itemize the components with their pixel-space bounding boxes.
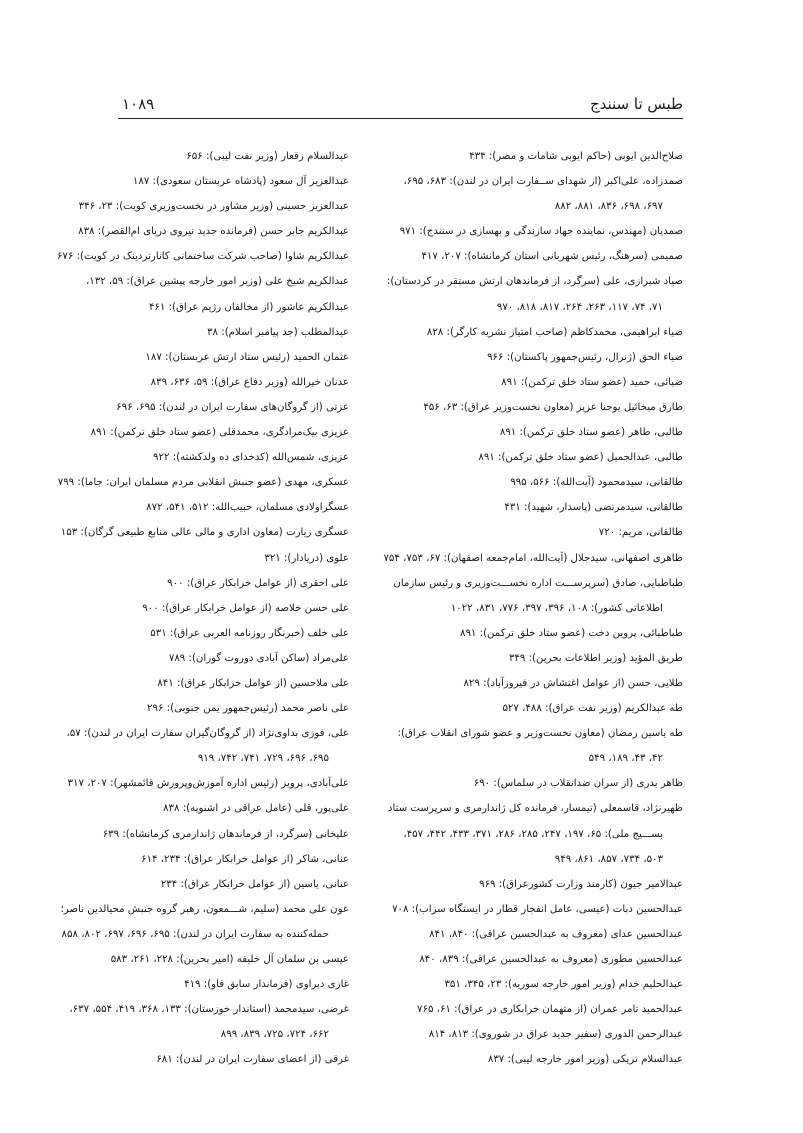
index-entry: صلاح‌الدین ایوبی (حاکم ایوبی شامات و مصر): ۴۳۴ bbox=[469, 151, 683, 162]
index-entry: صیاد شیرازی، علی (سرگرد، از فرماندهان ارتش مستقر در کردستان): bbox=[386, 276, 683, 288]
index-entry: عبدالعزیز آل سعود (پادشاه عربستان سعودی): ۱۸۷ bbox=[132, 176, 349, 188]
index-entry: ظاهر بدری (از سران ضدانقلاب در سلماس): ۶۹۰ bbox=[473, 778, 683, 790]
index-entry-continuation: بســـیج ملی): ۶۵، ۱۹۷، ۲۴۷، ۲۸۵، ۲۸۶، ۳۷۱، ۴۳۳، ۴۴۲، ۴۵۷، bbox=[403, 828, 663, 840]
index-entry: طارق میخائیل یوحنا عزیز (معاون نخست‌وزیر عراق): ۶۳، ۴۵۶ bbox=[423, 401, 683, 413]
index-entry: عزیزی، شمس‌الله (کدخدای ده ولدکشته): ۹۲۲ bbox=[153, 452, 349, 464]
index-entry: عیسی بن سلمان آل خلیفه (امیر بحرین): ۲۲۸، ۲۶۱، ۵۸۳ bbox=[110, 954, 349, 965]
index-entry: عبدالکریم عاشور (از مخالفان رژیم عراق): ۴۶۱ bbox=[148, 301, 349, 313]
index-entry: علی احقری (از عوامل خرابکار عراق): ۹۰۰ bbox=[167, 577, 349, 589]
index-entry: علی، فوزی بداوی‌نژاد (از گروگان‌گیران سفارت ایران در لندن): ۵۷، bbox=[66, 728, 349, 740]
index-entry: عبدالحسین دبات (عیسی، عامل انفجار قطار در ایستگاه سزاب): ۷۰۸ bbox=[392, 903, 683, 915]
index-entry: عبدالکریم شیخ علی (وزیر امور خارجه پیشین عراق): ۵۹، ۱۳۲، bbox=[85, 276, 349, 288]
index-entry: عنانی، یاسین (از عوامل خرابکار عراق): ۲۳۴ bbox=[160, 878, 349, 890]
index-entry: عبدالامیر جیون (کارمند وزارت کشورعراق): ۹۶۹ bbox=[479, 878, 683, 890]
index-entry: عبدالحسین عدای (معروف به عبدالحسین عراقی): ۸۴۰، ۸۴۱ bbox=[429, 928, 683, 940]
index-entry: عبدالعزیز حسینی (وزیر مشاور در نخست‌وزیری کویت): ۲۳، ۳۴۶ bbox=[78, 201, 349, 213]
index-entry: عبدالحمید تامر عمران (از متهمان خرابکاری در عراق): ۶۱، ۷۶۵ bbox=[417, 1004, 683, 1016]
index-entry: صمدیان (مهندس، نماینده جهاد سازندگی و بهسازی در سنندج): ۹۷۱ bbox=[399, 226, 683, 238]
index-entry: عبدالرحمن الدوری (سفیر جدید عراق در شوروی): ۸۱۳، ۸۱۴ bbox=[428, 1029, 683, 1041]
index-entry: ضیاء الحق (ژنرال، رئیس‌جمهور پاکستان): ۹۶۶ bbox=[487, 351, 683, 363]
index-entry: طالقانی، مریم: ۷۲۰ bbox=[598, 527, 683, 539]
index-entry-continuation: ۶۶۲، ۷۲۴، ۷۲۵، ۸۳۹، ۸۹۹ bbox=[220, 1029, 329, 1041]
index-entry: علی‌مراد (ساکن آبادی دوروت گوران): ۷۸۹ bbox=[168, 652, 349, 664]
index-entry: ظهیرنژاد، قاسمعلی (تیمسار، فرمانده کل ژاندارمری و سرپرست ستاد bbox=[387, 803, 683, 815]
index-entry: طلایی، حسن (از عوامل اغتشاش در فیروزآباد): ۸۲۹ bbox=[463, 677, 683, 689]
index-entry-continuation: ۶۹۵، ۶۹۶، ۷۲۹، ۷۴۱، ۷۴۲، ۹۱۹ bbox=[197, 753, 329, 765]
index-entry-continuation: حمله‌کننده به سفارت ایران در لندن): ۶۹۵، ۶۹۶، ۶۹۷، ۸۰۲، ۸۵۸ bbox=[61, 928, 329, 940]
index-entry: طالقانی، سیدمرتضی (پاسدار، شهید): ۴۳۱ bbox=[504, 502, 683, 514]
index-entry: علی‌پور، قلی (عامل عراقی در اشنویه): ۸۳۸ bbox=[163, 803, 349, 815]
index-entry: عسکری، مهدی (عضو جنبش انقلابی مردم مسلمان ایران: جاما): ۷۹۹ bbox=[57, 477, 349, 489]
index-entry: طاهری اصفهانی، سیدجلال (آیت‌الله، امام‌جمعه اصفهان): ۶۷، ۷۵۳، ۷۵۴ bbox=[383, 552, 683, 564]
index-entry: عبدالمطلب (جد پیامبر اسلام): ۳۸ bbox=[207, 326, 349, 338]
index-entry: عون علی محمد (سلیم، شـــمعون، رهبر گروه جنبش محیالدین ناصر؛ bbox=[60, 903, 349, 915]
index-entry: عثمان الحمید (رئیس ستاد ارتش عربستان): ۱۸۷ bbox=[145, 351, 349, 363]
index-entry: طباطبائی، پروین دخت (عضو ستاد خلق ترکمن): ۸۹۱ bbox=[459, 627, 683, 639]
header-divider bbox=[118, 118, 683, 119]
index-entry: طه یاسین رمضان (معاون نخست‌وزیر و عضو شورای انقلاب عراق): bbox=[397, 728, 683, 740]
index-entry: طالبی، طاهر (عضو ستاد خلق ترکمن): ۸۹۱ bbox=[499, 427, 683, 439]
index-entry: ضیاء ابراهیمی، محمدکاظم (صاحب امتیاز نشریه کارگر): ۸۲۸ bbox=[426, 326, 683, 338]
index-entry: عبدالکریم شاوا (صاحب شرکت ساختمانی کانارتردینک در کویت): ۶۷۶ bbox=[56, 251, 349, 263]
index-entry: طریق المؤید (وزیر اطلاعات بحرین): ۳۴۹ bbox=[508, 652, 683, 664]
index-entry: عبدالحلیم خدام (وزیر امور خارجه سوریه): ۲۳، ۳۴۵، ۳۵۱ bbox=[444, 979, 683, 991]
index-entry: علی‌آبادی، پرویز (رئیس اداره آموزش‌وپرورش قائمشهر): ۲۰۷، ۳۱۷ bbox=[67, 778, 349, 790]
index-column-left bbox=[56, 144, 349, 1072]
index-entry: ضیائی، حمید (عضو ستاد خلق ترکمن): ۸۹۱ bbox=[501, 376, 683, 388]
index-entry-continuation: ۵۰۳، ۷۳۴، ۸۵۷، ۸۶۱، ۹۴۹ bbox=[554, 853, 663, 865]
index-entry-continuation: ۶۹۷، ۶۹۸، ۸۳۶، ۸۸۱، ۸۸۲ bbox=[554, 201, 663, 213]
index-entry: طالقانی، سیدمحمود (آیت‌الله): ۵۶۶، ۹۹۵ bbox=[510, 477, 683, 489]
index-entry: عبدالکریم جابر حسن (فرمانده جدید نیروی دریای ام‌القصر): ۸۳۸ bbox=[78, 226, 349, 238]
index-entry: طالبی، عبدالجمیل (عضو ستاد خلق ترکمن): ۸۹۱ bbox=[478, 452, 683, 464]
index-entry: طباطبایی، صادق (سرپرســـت اداره نخســـت‌وزیری و رئیس سازمان bbox=[393, 577, 683, 589]
index-entry-continuation: ۴۲، ۴۳، ۱۸۹، ۵۴۹ bbox=[588, 753, 663, 765]
index-entry: علوی (دریادار): ۳۲۱ bbox=[264, 552, 349, 564]
index-entry: عبدالحسین مطوری (معروف به عبدالحسین عراقی): ۸۳۹، ۸۴۰ bbox=[419, 954, 683, 965]
index-entry: علی ناصر محمد (رئیس‌جمهور یمن جنوبی): ۲۹۶ bbox=[147, 703, 349, 715]
index-entry: علی خلف (خبرنگار روزنامه العربی عراق): ۵۳۱ bbox=[150, 627, 349, 639]
running-header-title: طبس تا سنندج bbox=[589, 95, 683, 113]
index-entry: طه عبدالکریم (وزیر نفت عراق): ۴۸۸، ۵۲۷ bbox=[502, 703, 683, 715]
index-entry: عسگری زیارت (معاون اداری و مالی عالی منابع طبیعی گرگان): ۱۵۳ bbox=[60, 527, 349, 539]
index-entry: علی ملاحسین (از عوامل خرابکار عراق): ۸۴۱ bbox=[157, 677, 349, 689]
index-entry: صمیمی (سرهنگ، رئیس شهربانی استان کرمانشاه): ۲۰۷، ۴۱۷ bbox=[421, 251, 683, 263]
page-number: ۱۰۸۹ bbox=[122, 95, 155, 113]
index-entry: عسگراولادی مسلمان، حبیب‌الله: ۵۱۲، ۵۴۱، ۸۷۲ bbox=[146, 502, 349, 514]
index-entry: عدنان خیرالله (وزیر دفاع عراق): ۵۹، ۶۳۶، ۸۳۹ bbox=[150, 376, 349, 388]
index-entry-continuation: ۷۱، ۷۴، ۱۱۷، ۲۶۳، ۲۶۴، ۸۱۷، ۸۱۸، ۹۷۰ bbox=[496, 301, 663, 313]
index-entry: عزیزی بیک‌مرادگری، محمدقلی (عضو ستاد خلق ترکمن): ۸۹۱ bbox=[90, 427, 349, 439]
index-entry: عزتی (از گروگان‌های سفارت ایران در لندن): ۶۹۵، ۶۹۶ bbox=[116, 401, 349, 413]
index-column-right bbox=[365, 144, 683, 1072]
index-entry: عنانی، شاکر (از عوامل خرابکار عراق): ۲۳۴، ۶۱۴ bbox=[141, 853, 349, 865]
index-entry: غرضی، سیدمحمد (استاندار خوزستان): ۱۳۳، ۳۶۸، ۴۱۹، ۵۵۴، ۶۳۷، bbox=[69, 1004, 349, 1016]
index-entry: علی حسن خلاصه (از عوامل خرابکار عراق): ۹۰۰ bbox=[142, 602, 349, 614]
index-entry-continuation: اطلاعاتی کشور): ۱۰۸، ۳۹۶، ۳۹۷، ۷۷۶، ۸۳۱، ۱۰۲۲ bbox=[450, 602, 663, 614]
index-entry: علیخانی (سرگرد، از فرماندهان ژاندارمری کرمانشاه): ۶۳۹ bbox=[102, 828, 349, 840]
index-entry: عبدالسلام زقعار (وزیر نفت لیبی): ۶۵۶ bbox=[186, 151, 349, 162]
index-entry: عبدالسلام تریکی (وزیر امور خارجه لیبی): ۸۳۷ bbox=[487, 1054, 683, 1066]
index-entry: غرقی (از اعضای سفارت ایران در لندن): ۶۸۱ bbox=[156, 1054, 349, 1066]
index-entry: صمدزاده، علی‌اکبر (از شهدای ســفارت ایران در لندن): ۶۸۳، ۶۹۵، bbox=[403, 176, 683, 188]
index-entry: غازی دیراوی (فرماندار سابق فاو): ۴۱۹ bbox=[184, 979, 349, 991]
